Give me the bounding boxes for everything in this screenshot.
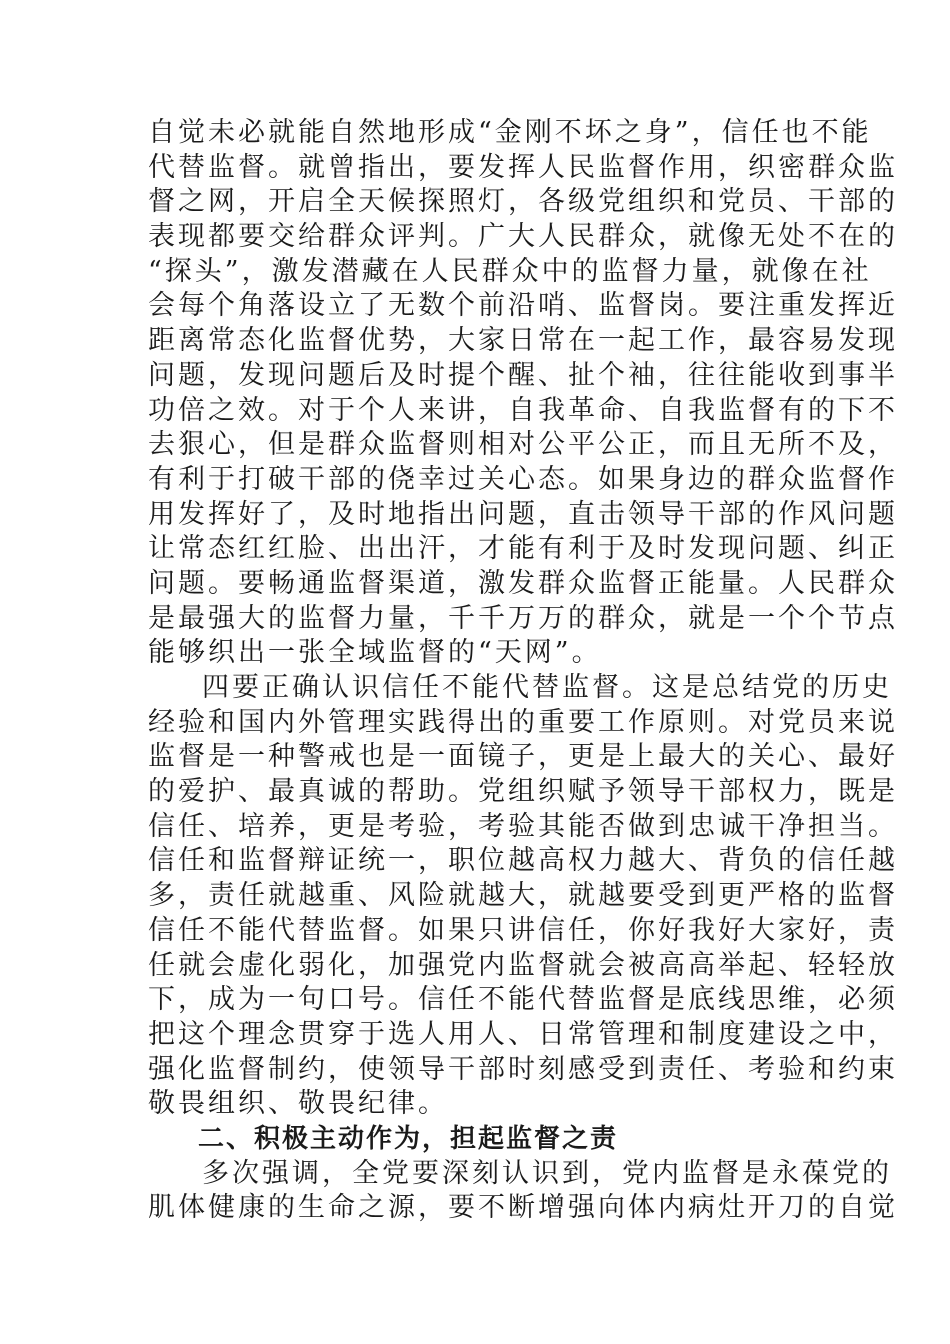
text-line: 表现都要交给群众评判。广大人民群众，就像无处不在的 — [148, 221, 898, 253]
text-line: 信任和监督辩证统一，职位越高权力越大、背负的信任越 — [148, 845, 898, 877]
paragraph-trust-vs-supervision — [148, 671, 898, 1122]
text-line: 信任不能代替监督。如果只讲信任，你好我好大家好，责 — [148, 914, 898, 946]
text-line: 任就会虚化弱化，加强党内监督就会被高高举起、轻轻放 — [148, 949, 898, 981]
text-line: 信任、培养，更是考验，考验其能否做到忠诚干净担当。 — [148, 810, 898, 842]
text-line: 问题，发现问题后及时提个醒、扯个袖，往往能收到事半 — [148, 359, 898, 391]
text-line: 强化监督制约，使领导干部时刻感受到责任、考验和约束 — [148, 1053, 898, 1085]
paragraph-citizen-supervision — [148, 116, 898, 671]
text-line: 代替监督。就曾指出，要发挥人民监督作用，织密群众监 — [148, 151, 898, 183]
text-line: 肌体健康的生命之源，要不断增强向体内病灶开刀的自觉 — [148, 1192, 898, 1224]
text-line: 会每个角落设立了无数个前沿哨、监督岗。要注重发挥近 — [148, 290, 898, 322]
section-heading — [148, 1122, 808, 1157]
text-line: 监督是一种警戒也是一面镜子，更是上最大的关心、最好 — [148, 741, 898, 773]
text-line: 距离常态化监督优势，大家日常在一起工作，最容易发现 — [148, 325, 898, 357]
text-line: 问题。要畅通监督渠道，激发群众监督正能量。人民群众 — [148, 567, 898, 599]
text-line: 多次强调，全党要深刻认识到，党内监督是永葆党的 — [202, 1157, 892, 1189]
text-line: 敬畏组织、敬畏纪律。 — [148, 1088, 448, 1120]
text-line: 把这个理念贯穿于选人用人、日常管理和制度建设之中， — [148, 1018, 898, 1050]
text-line: 四要正确认识信任不能代替监督。这是总结党的历史 — [202, 672, 892, 703]
text-line: 有利于打破干部的侥幸过关心态。如果身边的群众监督作 — [148, 463, 898, 495]
text-line: “探头”，激发潜藏在人民群众中的监督力量，就像在社 — [148, 255, 872, 287]
text-line: 的爱护、最真诚的帮助。党组织赋予领导干部权力，既是 — [148, 776, 898, 808]
text-line: 让常态红红脸、出出汗，才能有利于及时发现问题、纠正 — [148, 533, 898, 565]
text-line: 经验和国内外管理实践得出的重要工作原则。对党员来说 — [148, 706, 898, 738]
text-line: 能够织出一张全域监督的“天网”。 — [148, 637, 602, 669]
text-line: 去狠心，但是群众监督则相对公平公正，而且无所不及， — [148, 429, 898, 461]
paragraph-party-supervision — [148, 1157, 898, 1226]
text-line: 功倍之效。对于个人来讲，自我革命、自我监督有的下不 — [148, 394, 898, 426]
text-line: 是最强大的监督力量，千千万万的群众，就是一个个节点 — [148, 602, 898, 634]
text-line: 自觉未必就能自然地形成“金刚不坏之身”，信任也不能 — [148, 117, 872, 148]
text-line: 多，责任就越重、风险就越大，就越要受到更严格的监督 — [148, 880, 898, 912]
section-heading-text: 二、积极主动作为，担起监督之责 — [198, 1123, 619, 1154]
document-body — [148, 116, 898, 1226]
text-line: 督之网，开启全天候探照灯，各级党组织和党员、干部的 — [148, 186, 898, 218]
text-line: 下，成为一句口号。信任不能代替监督是底线思维，必须 — [148, 984, 898, 1016]
text-line: 用发挥好了，及时地指出问题，直击领导干部的作风问题 — [148, 498, 898, 530]
